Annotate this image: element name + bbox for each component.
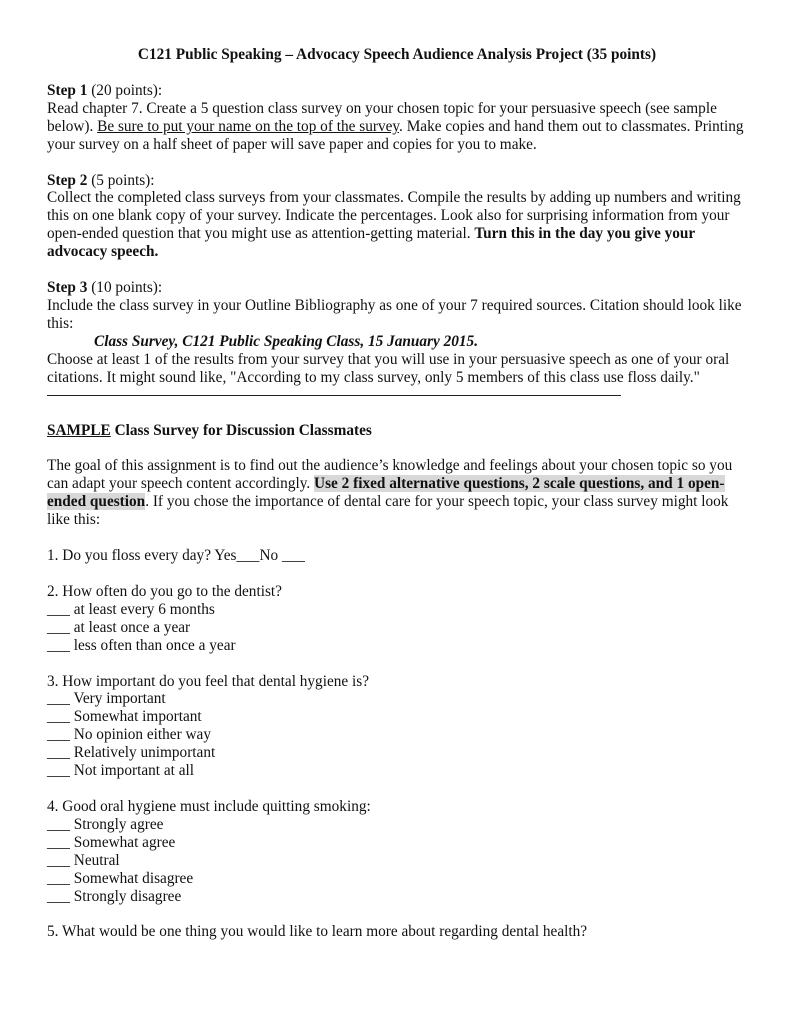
step-1-text-a: Read chapter 7. Create a 5 question class survey on your chosen topic for your persuasive speech (see sample below). [47, 99, 717, 135]
question-2-option: ___ less often than once a year [47, 636, 236, 654]
question-2-option: ___ at least every 6 months [47, 600, 215, 618]
question-1 [47, 547, 747, 565]
step-3-text-b: Choose at least 1 of the results from your survey that you will use in your persuasive speech as one of your oral citations. It might sound like, "According to my class survey, only 5 members of this class use floss daily." [47, 350, 730, 386]
question-4-option: ___ Somewhat disagree [47, 869, 194, 887]
step-1-text [47, 100, 747, 154]
question-3-option: ___ Very important [47, 690, 166, 708]
question-5-text: 5. What would be one thing you would like to learn more about regarding dental health? [47, 923, 588, 941]
step-2-heading [47, 172, 747, 190]
document-title: C121 Public Speaking – Advocacy Speech Audience Analysis Project (35 points) [137, 46, 657, 63]
question-4-option: ___ Neutral [47, 851, 120, 869]
step-2-bold: Turn this in the day you give your advocacy speech. [47, 225, 695, 261]
sample-title [47, 422, 747, 440]
question-2-option: ___ at least once a year [47, 618, 191, 636]
step-3-label: Step 3 [47, 279, 88, 297]
step-3-heading [47, 279, 747, 297]
question-1-text: 1. Do you floss every day? Yes___No ___ [47, 547, 305, 565]
question-3-text: 3. How important do you feel that dental hygiene is? [47, 672, 370, 690]
step-1-points: (20 points): [87, 81, 163, 99]
sample-intro-highlight: Use 2 fixed alternative questions, 2 scale questions, and 1 open-ended question [47, 475, 725, 511]
sample-heading-rest: Class Survey for Discussion Classmates [110, 421, 372, 439]
step-2-text-body: Collect the completed class surveys from your classmates. Compile the results by adding up numbers and writing this on one blank copy of your survey. Indicate the percentages. Look also for surprising information from your open-ended question that you might use as attention-getting material. [47, 189, 741, 243]
question-3-option: ___ Somewhat important [47, 708, 202, 726]
step-1-label: Step 1 [47, 81, 88, 99]
question-2 [47, 583, 747, 655]
question-4 [47, 798, 747, 905]
step-3-text-a: Include the class survey in your Outline Bibliography as one of your 7 required sources. Citation should look like this: [47, 296, 742, 332]
question-3-option: ___ No opinion either way [47, 726, 211, 744]
step-3-section [47, 279, 747, 386]
citation-example: Class Survey, C121 Public Speaking Class, 15 January 2015. [94, 332, 479, 350]
section-divider [47, 395, 621, 396]
step-1-section [47, 82, 747, 154]
step-2-label: Step 2 [47, 171, 88, 189]
sample-label: SAMPLE [47, 421, 111, 439]
step-1-heading [47, 82, 747, 100]
step-3-points: (10 points): [87, 279, 163, 297]
question-2-text: 2. How often do you go to the dentist? [47, 582, 282, 600]
question-4-option: ___ Somewhat agree [47, 833, 176, 851]
sample-intro-text [47, 457, 747, 529]
question-3-option: ___ Relatively unimportant [47, 744, 216, 762]
question-3 [47, 673, 747, 780]
step-2-section [47, 172, 747, 262]
sample-intro [47, 457, 747, 529]
sample-heading [47, 422, 747, 440]
step-1-text-b: . Make copies and hand them out to classmates. Printing your survey on a half sheet of paper will save paper and copies for you to make. [47, 117, 744, 153]
step-2-text [47, 189, 747, 261]
step-1-underlined: Be sure to put your name on the top of the survey [97, 117, 400, 135]
step-2-points: (5 points): [87, 171, 155, 189]
question-4-option: ___ Strongly disagree [47, 887, 182, 905]
question-3-option: ___ Not important at all [47, 762, 194, 780]
question-4-text: 4. Good oral hygiene must include quitting smoking: [47, 798, 371, 815]
question-5 [47, 923, 747, 941]
question-4-option: ___ Strongly agree [47, 815, 164, 833]
document-page [47, 46, 747, 959]
sample-intro-a: The goal of this assignment is to find out the audience’s knowledge and feelings about your chosen topic so you can adapt your speech content accordingly. [47, 457, 733, 493]
sample-intro-b: . If you chose the importance of dental care for your speech topic, your class survey might look like this: [47, 493, 729, 529]
